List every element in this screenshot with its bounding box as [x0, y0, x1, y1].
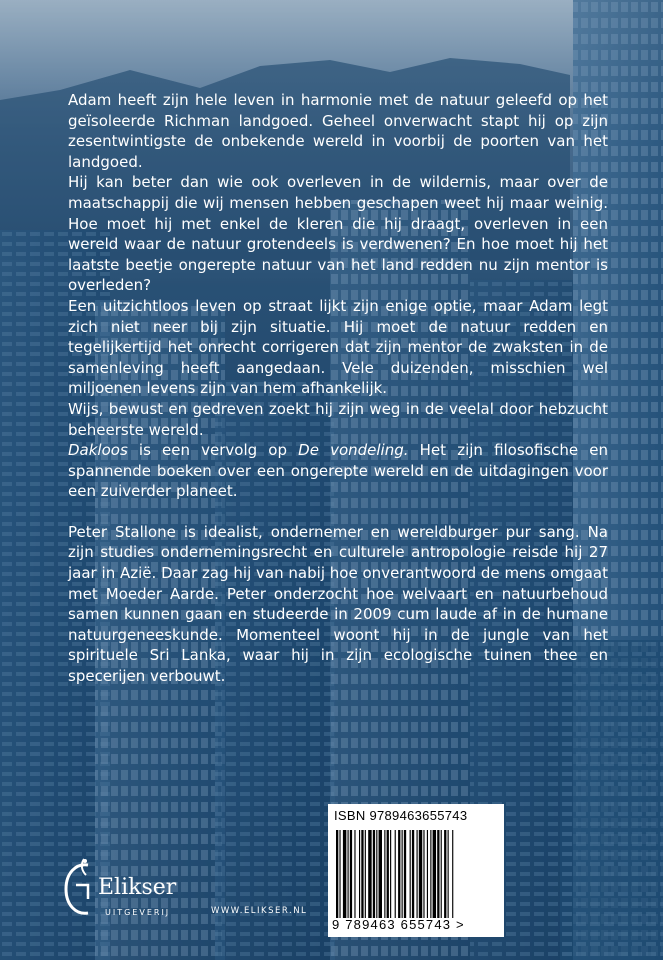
isbn-label: ISBN 9789463655743 — [334, 808, 468, 823]
barcode-bar — [384, 830, 385, 918]
barcode-bar — [404, 830, 406, 918]
blurb-text: Het zijn filosofische en spannende boeken over een ongerepte wereld en de uitdagingen voor een zuiverder planeet. — [68, 441, 608, 501]
barcode-bar — [437, 830, 439, 918]
barcode-bar — [441, 830, 442, 918]
book-title-de-vondeling: De vondeling. — [298, 441, 409, 460]
barcode-bar — [350, 830, 352, 918]
barcode-bar — [419, 830, 422, 918]
publisher-website: WWW.ELIKSER.NL — [211, 906, 308, 916]
barcode-bar — [348, 830, 349, 918]
barcode-bar — [343, 830, 346, 918]
barcode-bar — [376, 830, 377, 918]
barcode-bar — [373, 830, 375, 918]
barcode-bar — [336, 830, 338, 918]
barcode-bar — [390, 830, 391, 918]
isbn-barcode-block — [328, 804, 504, 937]
blurb-text: is een vervolg op — [127, 441, 299, 460]
book-title-dakloos: Dakloos — [68, 441, 128, 460]
blurb-paragraph — [68, 440, 608, 502]
barcode-bar — [412, 830, 414, 918]
blurb-paragraph: Adam heeft zijn hele leven in harmonie met de natuur geleefd op het geïsoleerde Richman landgoed. Geheel onverwacht stapt hij op zijn zesentwintigste de onbekende wereld in voorbij de poorten van het landgoed. — [68, 91, 608, 171]
back-cover-blurb — [68, 90, 608, 687]
barcode — [334, 830, 498, 920]
barcode-bar — [402, 830, 403, 918]
barcode-bar — [430, 830, 431, 918]
barcode-bar — [433, 830, 436, 918]
barcode-bar — [368, 830, 371, 918]
publisher-name: Elikser — [98, 875, 177, 900]
barcode-bar — [359, 830, 360, 918]
barcode-bar — [387, 830, 389, 918]
barcode-digits: 9 789463 655743 > — [332, 917, 465, 932]
barcode-bar — [448, 830, 449, 918]
barcode-bar — [354, 830, 355, 918]
publisher-subtitle: UITGEVERIJ — [105, 908, 171, 917]
barcode-bar — [410, 830, 411, 918]
barcode-bar — [361, 830, 363, 918]
blurb-paragraph: Een uitzichtloos leven op straat lijkt zijn enige optie, maar Adam legt zich niet neer bij zijn situatie. Hij moet de natuur redden en tegelijkertijd het onrecht corrigeren dat zijn mentor de zwaksten in de samenleving heeft aangedaan. Vele duizenden, misschien wel miljoenen levens zijn van hem afhankelijk. — [68, 296, 608, 398]
barcode-bar — [444, 830, 446, 918]
barcode-bar — [398, 830, 400, 918]
barcode-bar — [379, 830, 382, 918]
barcode-bar — [417, 830, 418, 918]
blurb-paragraph: Hij kan beter dan wie ook overleven in de wildernis, maar over de maatschappij die wij mensen hebben geschapen weet hij maar weinig. Hoe moet hij met enkel de kleren die hij draagt, overleven in een wereld waar de natuur grotendeels is verdwenen? En hoe moet hij het laatste beetje ongerepte natuur van het land redden nu zijn mentor is overleden? — [68, 173, 608, 295]
blurb-paragraph: Wijs, bewust en gedreven zoekt hij zijn weg in de veelal door hebzucht beheerste wereld. — [68, 399, 608, 439]
author-bio: Peter Stallone is idealist, ondernemer en wereldburger pur sang. Na zijn studies ondernemingsrecht en culturele antropologie reisde hij 27 jaar in Azië. Daar zag hij van nabij hoe onverantwoord de mens omgaat met Moeder Aarde. Peter onderzocht hoe welvaart en natuurbehoud samen kunnen gaan en studeerde in 2009 cum laude af in de humane natuurgeneeskunde. Momenteel woont hij in de jungle van het spirituele Sri Lanka, waar hij in zijn ecologische tuinen thee en specerijen verbouwt. — [68, 522, 608, 686]
barcode-bar — [452, 830, 453, 918]
barcode-bar — [423, 830, 424, 918]
barcode-bar — [427, 830, 428, 918]
publisher-logo — [58, 855, 198, 925]
barcode-bar — [395, 830, 396, 918]
barcode-bar — [339, 830, 340, 918]
barcode-bar — [365, 830, 366, 918]
